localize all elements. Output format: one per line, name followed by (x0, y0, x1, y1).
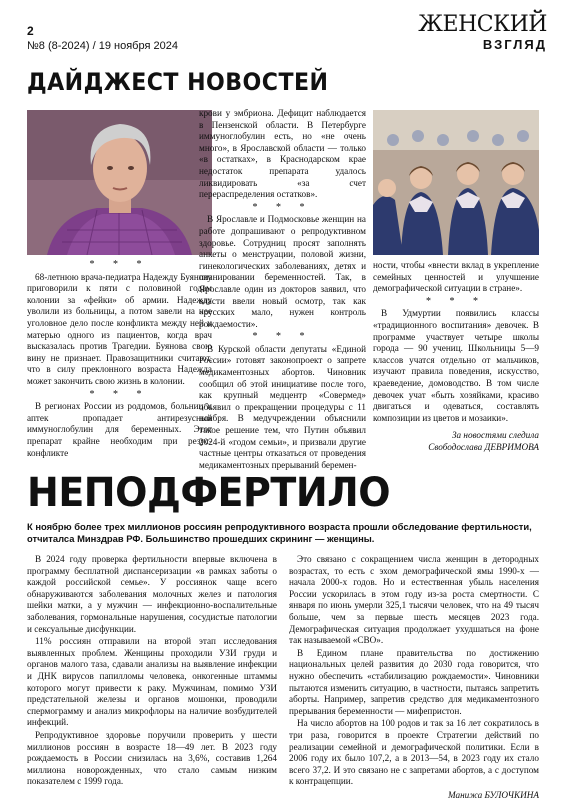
logo-top: ЖЕНСКИЙ (418, 12, 547, 37)
section-stars: * * * (426, 295, 486, 307)
signature-line-1: За новостями следила (451, 430, 539, 441)
article-paragraph: Репродуктивное здоровье поручили проверить у шести миллионов россиян в возрасте 18—49 лет. В 2023 году рождаемость в России снизилась на 3,6%, составив 1,264 миллиона новорожденных, что стало самым низким показателем с 1999 года. (27, 729, 277, 787)
page-number: 2 (27, 24, 34, 38)
schoolgirls-photo (373, 110, 539, 255)
section-stars: * * * (252, 331, 313, 343)
section-stars: * * * (89, 259, 150, 270)
news-item: ности, чтобы «внести вклад в укрепление семейных ценностей и улучшение демографической ситуации в стране». (373, 260, 539, 294)
news-item: 68-летнюю врача-педиатра Надежду Буянову приговорили к пяти с половиной годам колонии за «фейки» об армии. Надежду уволили из больницы, а потом завели на нее уголовное дело после конфликта между ней и матерью одного из пациентов, когда врач высказалась против Трагедии. Буянова свою вину не признает. Правозащитники считают, что в силу преклонного возраста Надежда может закончить свою жизнь в колонии. (27, 271, 212, 386)
logo-bottom: ВЗГЛЯД (482, 37, 547, 52)
section-stars: * * * (252, 201, 313, 213)
news-item: В Ярославле и Подмосковье женщин на работе допрашивают о репродуктивном здоровье. Сотрудниц просят заполнять анкеты о менструации, половой жизни, гинекологических заболеваниях, детях и планировании беременностей. Так, в Ярославле один из докторов заявил, что власти ввели новый осмотр, так как «русских мало, нужен контроль рождаемости». (199, 214, 366, 329)
article-lead: К ноябрю более трех миллионов россиян репродуктивного возраста прошли обследование фертильности, отчиталса Минздрав РФ. Большинство прошедших скрининг — женщины. (27, 521, 532, 544)
news-item: В Удмуртии появились классы «традиционного воспитания» девочек. В программе участвует четыре школы города — 90 учениц. Школьницы 5—9 классов учатся отдельно от мальчиков, изучают правила поведения, искусство, краеведение, домоводство. В том числе девочек учат «быть хозяйками, красиво двигаться и одеваться, составлять композиции из цветов и мозаики». (373, 308, 539, 423)
article-paragraph: Это связано с сокращением числа женщин в детородных возрастах, то есть с эхом демографической ямы 1990-х — начала 2000-х годов. Но и естественная убыль населения России ускорилась в этом году из-за роста смертности. С января по июнь умерли 325,1 тысячи человек, что на 49 тысяч больше, чем за первые шесть месяцев 2023 года. Демографическая ситуация продолжает ухудшаться на фоне так называемой «СВО». (289, 554, 539, 646)
article-column-left (27, 554, 277, 789)
article-paragraph: В 2024 году проверка фертильности впервые включена в программу бесплатной диспансеризации «в рамках заботы о каждой российской семье». У россиянок чаще всего обнаруживаются заболевания молочных желез и патология шейки матки, а у мужчин — инфекционно-воспалительные заболевания, гормональные нарушения, сосудистые патологии и сексуальные дисфункции. (27, 554, 277, 634)
digest-title: ДАЙДЖЕСТ НОВОСТЕЙ (27, 68, 329, 96)
news-item: крови у эмбриона. Дефицит наблюдается в Пензенской области. В Петербурге иммуноглобулин есть, но «не очень много», в Ярославской области — только «в остатках», в Краснодарском крае недостаток препарата удалось ликвидировать «за счет перераспределения остатков». (199, 108, 366, 200)
article-paragraph: 11% россиян отправили на второй этап исследования выявленных проблем. Женщины проходили УЗИ груди и органов малого таза, сдавали анализы на выявление инфекции и ДНК вирусов папилломы человека, онкогенные штаммы которого могут привести к раку. Мужчинам, помимо УЗИ предстательной железы и органов мошонки, проводили спермограмму и анализ микрофлоры на наличие возбудителей инфекций. (27, 636, 277, 728)
news-item: В Курской области депутаты «Единой России» готовят законопроект о запрете медикаментозных абортов. Чиновник сообщил об этой инициативе после того, как крупный медцентр «Совермед» объявил о прекращении процедуры с 11 ноября. В медучреждении объяснили такое решение тем, что Путин объявил 2024-й «годом семьи», и призвали другие частные центры отказаться от проведения медикаментозных прерываний беремен- (199, 343, 366, 470)
digest-signature (373, 430, 539, 453)
doctor-photo (27, 110, 212, 255)
digest-column-2 (199, 108, 366, 472)
section-stars: * * * (89, 388, 150, 400)
article-column-right (289, 554, 539, 801)
news-item: В регионах России из роддомов, больниц и аптек пропадает антирезусный иммуноглобулин для беременных. Этот препарат крайне необходим при резус-конфликте (27, 401, 212, 458)
masthead-logo (418, 14, 547, 52)
article-signature: Манижа БУЛОЧКИНА (447, 789, 539, 800)
article-title: НЕПОДФЕРТИЛО (27, 470, 391, 516)
signature-line-2: Свободослава ДЕВРИМОВА (428, 441, 539, 452)
issue-info: №8 (8-2024) / 19 ноября 2024 (27, 40, 178, 52)
article-paragraph: На число абортов на 100 родов и так за 16 лет сократилось в три раза, говорится в проекте Стратегии действий по реализации семейной и демографической политики. Если в 2006 году их было 107,2, а в 2013—54, в 2023 году их стало всего 37,2. И это связано не с запретами абортов, а с доступом к контрацепции. (289, 718, 539, 787)
digest-column-1 (27, 258, 212, 460)
digest-column-3 (373, 260, 539, 454)
article-paragraph: В Едином плане правительства по достижению национальных целей развития до 2030 года говорится, что нужно обеспечить «стабилизацию рождаемости». Чиновники пытаются изменить ситуацию, в частности, пытаясь запретить аборты. Например, запретив средство для медикаментозного прерывания беременности — мифепристон. (289, 647, 539, 716)
